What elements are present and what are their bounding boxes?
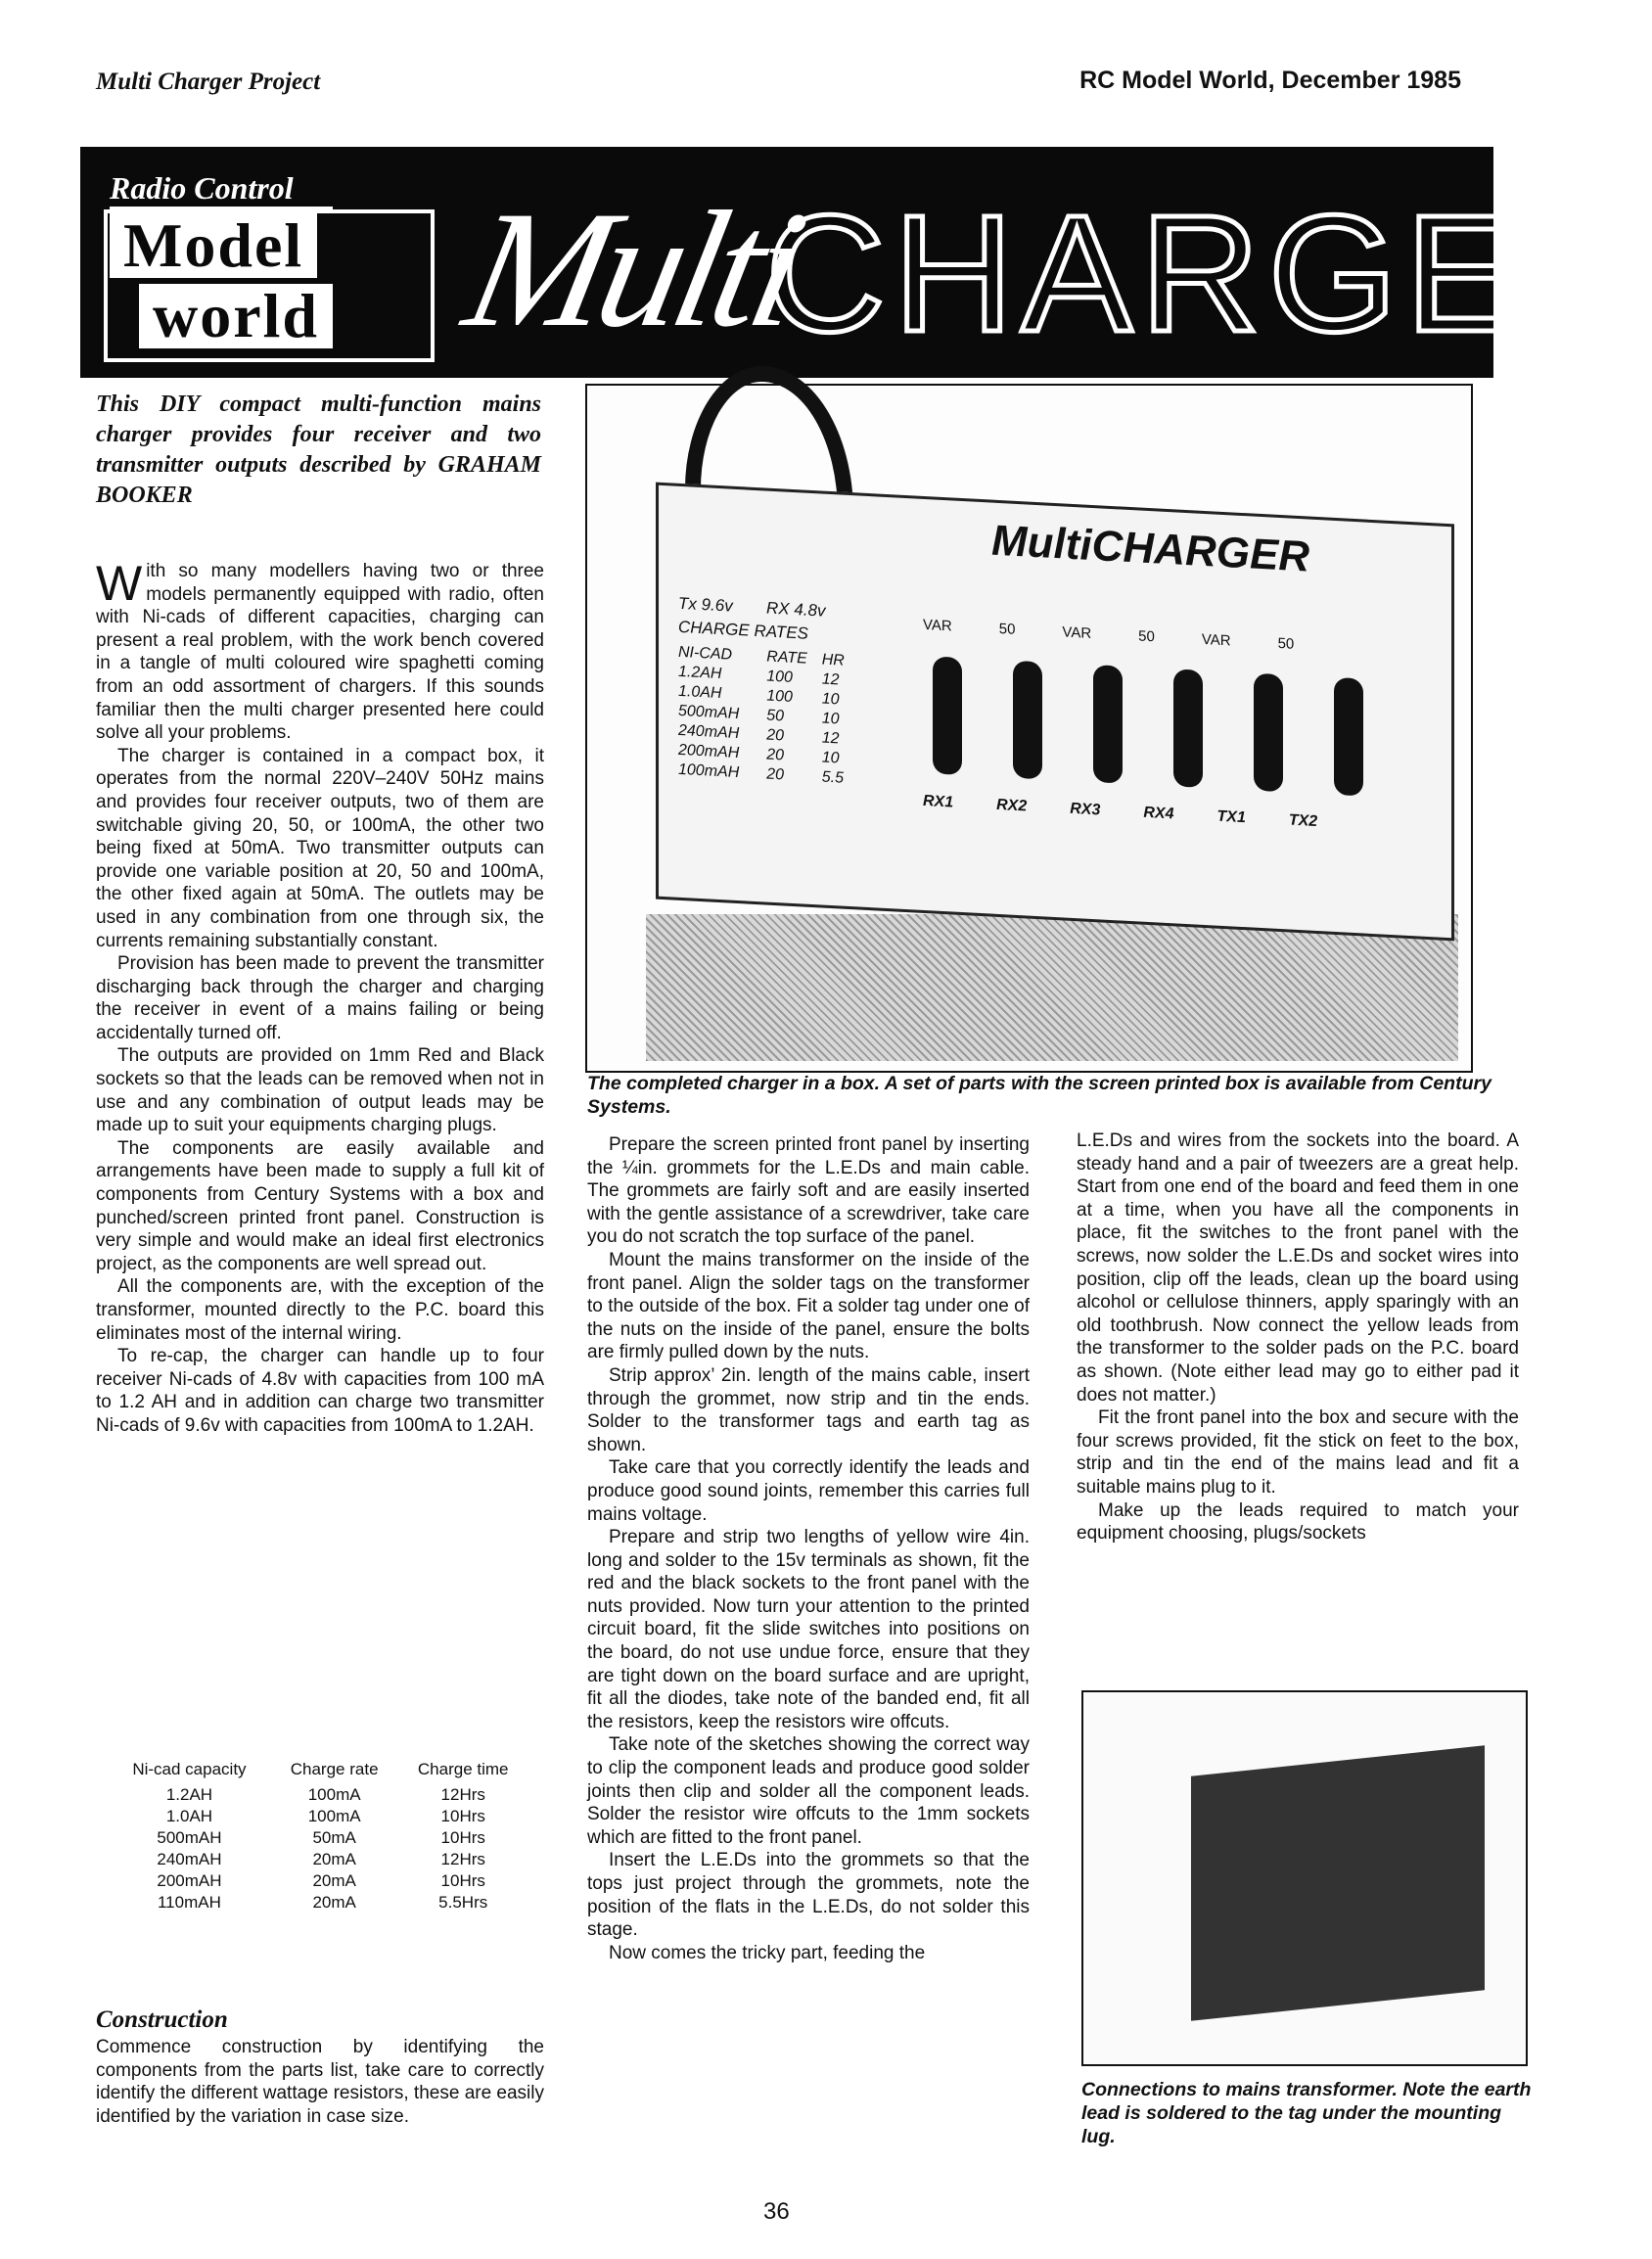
title-charger: CHARGER (765, 181, 1652, 367)
paragraph: Fit the front panel into the box and secure with the four screws provided, fit the stick on feet to the box, strip and tin the end of the mains lead and fit a suitable mains plug to it. (1077, 1407, 1519, 1498)
logo-world: world (139, 284, 333, 348)
paragraph: Take note of the sketches showing the correct way to clip the component leads and produce good solder joints then clip and solder all the component leads. Solder the resistor wire offcuts to the 1mm sockets which are fitted to the front panel. (587, 1734, 1030, 1848)
table-row: 110mAH 20mA 5.5Hrs (157, 1893, 488, 1912)
section-heading: Construction (96, 2006, 228, 2033)
paragraph: Make up the leads required to match your equipment choosing, plugs/sockets (1077, 1499, 1519, 1544)
paragraph: Insert the L.E.Ds into the grommets so that the tops just project through the grommets, note the position of the flats in the L.E.Ds, do not solder this stage. (587, 1850, 1030, 1941)
charger-photo (585, 384, 1473, 1073)
standfirst: This DIY compact multi-function mains charger provides four receiver and two transmitter outputs described by GRAHAM BOOKER (96, 392, 541, 508)
paragraph: Prepare the screen printed front panel by inserting the ¼in. grommets for the L.E.Ds and main cable. The grommets are fairly soft and are easily inserted with the gentle assistance of a screwdriver, take care you do not scratch the top surface of the panel. (587, 1134, 1030, 1248)
paragraph: All the components are, with the exception of the transformer, mounted directly to the P.C. board this eliminates most of the internal wiring. (96, 1276, 544, 1344)
column-1 (96, 556, 544, 1438)
running-header-title: Multi Charger Project (96, 69, 321, 95)
transformer-photo (1081, 1690, 1528, 2066)
paragraph: Mount the mains transformer on the inside of the front panel. Align the solder tags on the transformer to the outside of the box. Fit a solder tag under one of the nuts on the inside of the panel, ensure the bolts are firmly pulled down by the nuts. (587, 1249, 1030, 1363)
column-3 (1077, 1130, 1519, 1545)
table-row: 1.2AH 100mA 12Hrs (165, 1785, 485, 1804)
photo-caption: The completed charger in a box. A set of parts with the screen printed box is available from Century Systems. (587, 1073, 1491, 1118)
logo-model: Model (110, 213, 317, 278)
photo-brand: MultiCHARGER (991, 516, 1310, 581)
paragraph: Now comes the tricky part, feeding the (609, 1942, 926, 1963)
paragraph: With so many modellers having two or three models permanently equipped with radio, often with Ni-cads of different capacities, charging can present a real problem, with the work bench covered in a tangle of multi coloured wire spaghetti coming from an odd assortment of chargers. If this sounds familiar then the multi charger presented here could solve all your problems. (96, 556, 544, 744)
table-row: 240mAH 20mA 12Hrs (157, 1850, 485, 1868)
title-multi: Multi (452, 177, 813, 361)
transformer-board (1191, 1745, 1485, 2021)
column-2 (587, 1133, 1030, 1964)
photo-rate-table: NI-CAD RATE HR 1.2AH 100 12 1.0AH 100 10 500mAH 50 10 240mAH 20 12 200mAH 20 10 100mAH 20 5.5 (678, 643, 845, 787)
table-row: 200mAH 20mA 10Hrs (157, 1871, 485, 1890)
photo-output-labels: RX1 RX2 RX3 RX4 TX1 TX2 (923, 792, 1318, 831)
paragraph: The charger is contained in a compact box, it operates from the normal 220V–240V 50Hz mains and provides four receiver outputs, two of them are switchable giving 20, 50, or 100mA, the other two being fixed at 50mA. Two transmitter outputs can provide one variable position at 20, 50 and 100mA, the other fixed again at 50mA. The outlets may be used in any combination from one through six, the currents remaining substantially constant. (96, 745, 544, 951)
charger-box (656, 483, 1454, 942)
running-header-publication: RC Model World, December 1985 (1079, 67, 1461, 94)
paragraph: Strip approx’ 2in. length of the mains cable, insert through the grommet, now strip and tin the ends. Solder to the transformer tags and earth tag as shown. (587, 1364, 1030, 1455)
table-row: 1.0AH 100mA 10Hrs (165, 1807, 485, 1825)
title-banner (80, 147, 1652, 378)
photo-caption: Connections to mains transformer. Note the earth lead is soldered to the tag under the mounting lug. (1081, 2079, 1532, 2147)
drop-cap: W (96, 556, 143, 611)
photo-switch-labels: VAR 50 VAR 50 VAR 50 (923, 616, 1295, 653)
paragraph: The outputs are provided on 1mm Red and Black sockets so that the leads can be removed when not in use and any combination of output leads may be made up to suit your equipments charging plugs. (96, 1045, 544, 1136)
construction-text: Commence construction by identifying the components from the parts list, take care to correctly identify the different wattage resistors, these are easily identified by the variation in case size. (96, 2037, 545, 2127)
paragraph: Provision has been made to prevent the transmitter discharging back through the charger and charging the receiver in event of a mains failing or being accidentally turned off. (96, 953, 544, 1043)
photo-rx: RX 4.8v (766, 598, 826, 621)
table-row: 500mAH 50mA 10Hrs (157, 1828, 485, 1847)
paragraph: The components are easily available and arrangements have been made to supply a full kit of components from Century Systems with a box and punched/screen printed front panel. Construction is very simple and would make an ideal first electronics project, as the components are well spread out. (96, 1137, 544, 1274)
photo-rates: CHARGE RATES (678, 617, 808, 643)
table-header: Charge rate (290, 1760, 379, 1778)
logo-radio-control: Radio Control (110, 170, 333, 209)
page-number: 36 (763, 2198, 790, 2225)
paragraph: Take care that you correctly identify the leads and produce good sound joints, remember this carries full mains voltage. (587, 1457, 1030, 1525)
paragraph: To re-cap, the charger can handle up to four receiver Ni-cads of 4.8v with capacities from 100 mA to 1.2 AH and in addition can charge two transmitter Ni-cads of 9.6v with capacities from 100mA to 1.2AH. (96, 1346, 544, 1436)
photo-sockets (933, 656, 1363, 796)
table-header: Charge time (417, 1760, 509, 1778)
charge-table (108, 1758, 528, 1913)
paragraph: L.E.Ds and wires from the sockets into the board. A steady hand and a pair of tweezers are a great help. Start from one end of the board and feed them in one at a time, when you have all the components in place, fit the switches to the front panel with the screws, now solder the L.E.Ds and socket wires into position, clip off the leads, clean up the board using alcohol or cellulose thinners, apply sparingly with an old toothbrush. Now connect the yellow leads from the transformer to the solder pads on the P.C. board as shown. (Note either lead may go to either pad it does not matter.) (1077, 1130, 1519, 1406)
photo-tx: Tx 9.6v (678, 593, 733, 616)
paragraph: Prepare and strip two lengths of yellow wire 4in. long and solder to the 15v terminals as shown, fit the red and the black sockets to the front panel with the nuts provided. Now turn your attention to the printed circuit board, fit the slide switches into positions on the board, do not use undue force, ensure that they are tight down on the board surface and are upright, fit all the diodes, take note of the banded end, fit all the resistors, keep the resistors wire offcuts. (587, 1527, 1030, 1732)
table-header: Ni-cad capacity (132, 1760, 247, 1778)
photo-shading (646, 914, 1458, 1061)
